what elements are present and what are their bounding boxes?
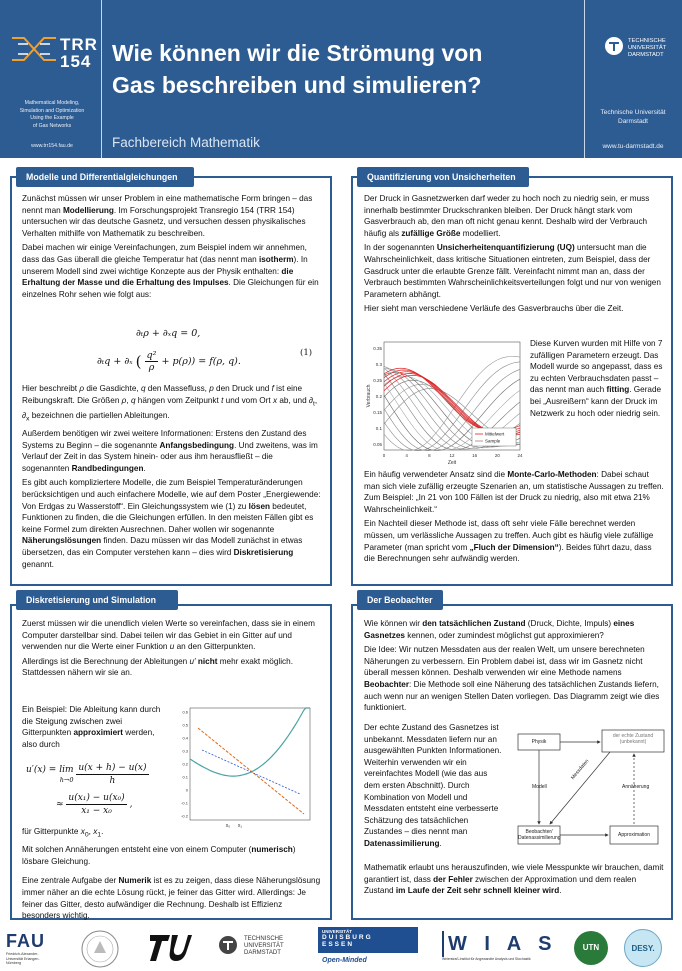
y-tick-label: 0.25 [373, 378, 382, 383]
y-tick-label: 0.4 [182, 735, 188, 741]
tud-logo-text: TECHNISCHE UNIVERSITÄT DARMSTADT [628, 38, 667, 58]
tud-footer-text: TECHNISCHE UNIVERSITÄT DARMSTADT [244, 936, 284, 956]
disk-p4: für Gitterpunkte $x_0$, $x_1$. [22, 827, 104, 839]
university-seal-icon [80, 929, 120, 969]
wias-sub: Weierstraß-Institut für Angewandte Analysis und Stochastik [442, 957, 531, 961]
heading-beobachter: Der Beobachter [357, 590, 443, 610]
duis-sub: Open-Minded [322, 957, 367, 964]
beob-p4: Mathematik erlaubt uns herauszufinden, wie viele Messpunkte wir brauchen, damit garantiert ist, dass der Fehler zwischen der Approximation und dem realen Zustand im Laufe der Zeit sehr schnell kleiner wird. [364, 863, 664, 896]
y-tick-label: 0.35 [373, 346, 382, 351]
deriv-num2: u(x₁) − u(x₀) [68, 793, 125, 803]
desy-logo: DESY. [624, 929, 662, 967]
diagram-beobachter: Beobachter/ Datenassimilierung [518, 829, 561, 841]
modelle-p1: Zunächst müssen wir unser Problem in eine mathematische Form bringen – das nennt man Modellierung. Im Forschungsprojekt Transregio 154 (TRR 154) untersuchen wir das deutsche Gasnetz, und versuchen dessen physikalisches Verhalten mithilfe von Mathematik zu beschreiben. [22, 194, 313, 238]
diagram-zustand: der echte Zustand (unbekannt) [612, 733, 654, 745]
trr154-caption: Mathematical Modeling, Simulation and Optimization Using the Example of Gas Networks [19, 100, 85, 129]
y-tick-label: 0.3 [375, 362, 382, 367]
trr154-mark-icon [10, 34, 58, 64]
tud-logo [604, 36, 676, 60]
tu-berlin-logo-icon [148, 931, 192, 965]
disk-p2: Allerdings ist die Berechnung der Ableitungen u′ nicht mehr exakt möglich. Stattdessen nähern wir sie an. [22, 656, 293, 678]
derivative-formula: u′(x) = lim h→0 $\frac{u(x + h) - u(x)}{h}$ ≈ $\frac{\text{u(x₁) − u(x₀)}}{\text{x₁ − x₀}}$ , [26, 763, 147, 816]
eq2-num: q² [146, 350, 157, 361]
derivative-chart [170, 704, 320, 832]
tud-footer-mark-icon [218, 935, 238, 955]
disk-p1: Zuerst müssen wir die unendlich vielen Werte so vereinfachen, dass sie in einem Computer darstellbar sind. Dabei teilen wir das Gebiet in ein Gitter auf und verwenden nur die Werte einer Funktion u an den Gitterpunkten. [22, 619, 315, 652]
x-tick-label: 0 [382, 453, 386, 458]
tud-name: Technische Universität Darmstadt [600, 109, 666, 125]
y-tick-label: 0.5 [182, 722, 188, 728]
trr154-logo [10, 34, 98, 71]
duis-top: UNIVERSITÄT [322, 929, 353, 934]
deriv-den1: h [109, 776, 116, 786]
trr154-url[interactable]: www.trr154.fau.de [31, 143, 73, 149]
duisburg-essen-logo [318, 927, 418, 969]
utn-logo: UTN [574, 931, 608, 965]
disk-p3: Ein Beispiel: Die Ableitung kann durch die Steigung zwischen zwei Gitterpunkten approximiert werden, also durch [22, 705, 161, 749]
y-tick-label: 0.1 [375, 426, 382, 431]
y-tick-label: 0.1 [182, 774, 188, 780]
x-tick-label: x₀ [225, 823, 231, 829]
heading-modelle: Modelle und Differentialgleichungen [16, 167, 194, 187]
heading-diskretisierung: Diskretisierung und Simulation [16, 590, 178, 610]
x-tick-label: 8 [428, 453, 431, 458]
fau-logo-sub: Friedrich-Alexander-Universität Erlangen-Nürnberg [6, 952, 40, 965]
y-tick-label: 0.6 [182, 709, 188, 715]
uq-p5: Ein Nachteil dieser Methode ist, dass oft sehr viele Fälle berechnet werden müssen, um verlässliche Aussagen zu treffen. Auch gibt es häufig viele zufällige Parameter (man spricht vom „Fluch der Dimension“). Beides führt dazu, dass die Berechnungen sehr aufwändig werden. [364, 519, 654, 564]
header [0, 0, 682, 158]
eq2-left: ∂ₜq + ∂ₓ [97, 356, 133, 367]
legend-mean-label: Mittelwert [485, 431, 505, 437]
eq2-den: ρ [148, 362, 155, 373]
diagram-modell: Modell [532, 784, 547, 790]
uq-side-text: Diese Kurven wurden mit Hilfe von 7 zufälligen Parametern erzeugt. Das Modell wurde so angepasst, dass es zu echten Verbrauchsdaten passt – das nennt man auch fitting. Gerade bei „Ausreißern“ kann der Druck im Netzwerk zu hoch oder niedrig sein. [530, 339, 663, 418]
y-tick-label: -0.1 [181, 800, 188, 806]
footer-logos [0, 925, 682, 971]
page-title: Wie können wir die Strömung von Gas beschreiben und simulieren? [112, 40, 483, 98]
diagram-approximation: Approximation [618, 832, 650, 838]
y-tick-label: 0.2 [375, 394, 382, 399]
eq2-right: + p(ρ)) = f(ρ, q). [161, 356, 241, 367]
equation-mass: ∂ₜρ + ∂ₓq = 0, [136, 328, 201, 339]
disk-text-2 [22, 826, 322, 925]
heading-unsicherheiten: Quantifizierung von Unsicherheiten [357, 167, 529, 187]
modelle-text-2 [22, 383, 322, 573]
x-tick-label: 12 [449, 453, 455, 458]
fau-logo-text: FAU [6, 931, 45, 951]
y-tick-label: -0.2 [181, 813, 188, 819]
x-axis-label: Zeit [447, 460, 457, 466]
uq-text-1 [364, 193, 664, 318]
beob-p3: Der echte Zustand des Gasnetzes ist unbekannt. Messdaten liefern nur an ausgewählten Punkten Informationen. Weiterhin verwenden wir ein vereinfachtes Modell (wie das aus dem ersten Abschnitt). Durch Kombination von Modell und Messdaten entsteht eine verbesserte Schätzung des tatsächlichen Zustandes – dies nennt man Datenassimilierung. [364, 723, 502, 848]
beob-text-1 [364, 618, 664, 714]
modelle-p2: Dabei machen wir einige Vereinfachungen, zum Beispiel indem wir annehmen, dass das Gas überall die gleiche Temperatur hat (das nennt man isotherm). In unserem Modell sind zwei wichtige Konzepte aus der Physik enthalten: die Erhaltung der Masse und die Erhaltung des Impulses. Die Gleichungen für ein einzelnes Rohr sehen wie folgt aus: [22, 243, 319, 299]
deriv-lhs: u′(x) = lim [26, 765, 74, 775]
equation-number: (1) [300, 348, 313, 358]
tud-mark-icon [604, 36, 624, 56]
diagram-annaeherung: Annäherung [622, 784, 650, 790]
equation-momentum: ∂ₜq + ∂ₓ ( $\frac{\text{q²}}{\rho}$ + p(ρ)) = f(ρ, q). [97, 350, 241, 373]
disk-text-1 [22, 618, 322, 682]
uq-p1: Der Druck in Gasnetzwerken darf weder zu hoch noch zu niedrig sein, er muss innerhalb bestimmter Druckschranken bleiben. Der Druck hängt stark vom Gasverbrauch ab, den man oft nicht genau kennt. Deshalb wird der Verbrauch häufig als zufällige Größe modelliert. [364, 194, 650, 238]
disk-p5: Mit solchen Annäherungen entsteht eine von einem Computer (numerisch) lösbare Gleichung. [22, 845, 296, 866]
deriv-lim-sub: h→0 [59, 776, 74, 784]
x-tick-label: 16 [472, 453, 478, 458]
x-tick-label: 20 [494, 453, 500, 458]
deriv-den2: x₁ − x₀ [81, 806, 112, 816]
consumption-chart [364, 338, 526, 466]
wias-logo [442, 931, 560, 967]
y-tick-label: 0.3 [182, 748, 188, 754]
modelle-p4: Außerdem benötigen wir zwei weitere Informationen: Erstens den Zustand des Systems zu Beginn – die sogenannte Anfangsbedingung. Und zweitens, was im Verlauf der Zeit in das System hinein- oder aus ihm herausfließt – die sogenannten Randbedingungen. [22, 429, 318, 473]
diagram-physik: Physik [531, 739, 547, 745]
beob-p1: Wie können wir den tatsächlichen Zustand (Druck, Dichte, Impuls) eines Gasnetzes kennen, oder zumindest möglichst gut approximieren? [364, 619, 635, 640]
y-tick-label: 0.15 [373, 410, 382, 415]
uq-p4: Ein häufig verwendeter Ansatz sind die Monte-Carlo-Methoden: Dabei schaut man sich viele zufällig erzeugte Szenarien an, um statistische Aussagen zu treffen. Zum Beispiel: „In 21 von 100 Fällen ist der Druck zu niedrig, also mit etwa 21% Wahrscheinlichkeit.“ [364, 470, 664, 514]
uq-p3: Hier sieht man verschiedene Verläufe des Gasverbrauchs über die Zeit. [364, 304, 624, 314]
uq-p2: In der sogenannten Unsicherheitenquantifizierung (UQ) untersucht man die Wahrscheinlichkeit, dass kritische Situationen eintreten, zum Beispiel, dass der Gasdruck unter die erlaubte Grenze fällt. Vereinfacht nimmt man an, dass der Verbrauch bestimmten Wahrscheinlichkeitsverteilungen folgt und nur von wenigen Parametern abhängt. [364, 243, 661, 299]
modelle-p5: Es gibt auch kompliziertere Modelle, die zum Beispiel Temperaturänderungen berücksichtigen und auch einfachere Modelle, wie auf dem Poster „Energiewende: Von Erdgas zu Wasserstoff“. Ein Gleichungssystem wie (1) zu lösen bedeutet, Funktionen zu finden, die die Gleichungen erfüllen. In den meisten Fällen gibt es keine Formel zum direkten Ausrechnen. Daher wollen wir sogenannte Näherungslösungen finden. Dazu müssen wir das Modell zunächst in etwas übersetzen, das ein Computer verstehen kann – dies wird Diskretisierung genannt. [22, 478, 321, 569]
legend-sample-label: Sample [485, 438, 501, 444]
trr154-logo-text: TRR 154 [60, 35, 98, 71]
duis-main: DUISBURG ESSEN [322, 934, 373, 948]
fau-logo [6, 931, 46, 966]
diagram-messdaten: Messdaten [570, 758, 591, 781]
wias-text: W I A S [442, 931, 560, 957]
uq-text-2 [364, 469, 664, 568]
y-tick-label: 0.05 [373, 442, 382, 447]
x-tick-label: 24 [517, 453, 523, 458]
chart-frame [190, 708, 310, 820]
modelle-p3: Hier beschreibt ρ die Gasdichte, q den Massefluss, p den Druck und f ist eine Reibungskraft. Die Größen ρ, q hängen vom Zeitpunkt t und vom Ort x ab, und $\partial_t$, $\partial_x$ bezeichnen die partiellen Ableitungen. [22, 384, 318, 423]
x-tick-label: x₁ [237, 823, 243, 829]
observer-diagram [510, 722, 670, 856]
tud-url[interactable]: www.tu-darmstadt.de [602, 143, 664, 150]
y-tick-label: 0.2 [182, 761, 188, 767]
deriv-approx: ≈ [56, 799, 64, 810]
deriv-num1: u(x + h) − u(x) [78, 763, 147, 773]
y-axis-label: Verbrauch [366, 384, 372, 408]
beob-p2: Die Idee: Wir nutzen Messdaten aus der realen Welt, um unsere berechneten Näherungen zu verbessern. Ein Problem dabei ist, dass wir im Gasnetz nicht überall messen können. Deshalb verwenden wir eine Methode namens Beobachter: Die Methode soll eine Näherung des tatsächlichen Zustands liefern, auch wenn nur an wenigen Stellen Daten vorliegen. Das Diagramm zeigt wie dies funktioniert. [364, 645, 660, 713]
disk-p6: Eine zentrale Aufgabe der Numerik ist es zu zeigen, dass diese Näherungslösung immer näher an die echte Lösung rückt, je feiner das Gitter wird. Allerdings: Je feiner das Gitter, desto aufwändiger die Rechnung. Deshalb ist Effizienz besonders wichtig. [22, 876, 321, 921]
x-tick-label: 4 [405, 453, 408, 458]
y-tick-label: 0 [185, 787, 188, 793]
modelle-text-1 [22, 193, 322, 303]
page-subtitle: Fachbereich Mathematik [112, 135, 260, 150]
